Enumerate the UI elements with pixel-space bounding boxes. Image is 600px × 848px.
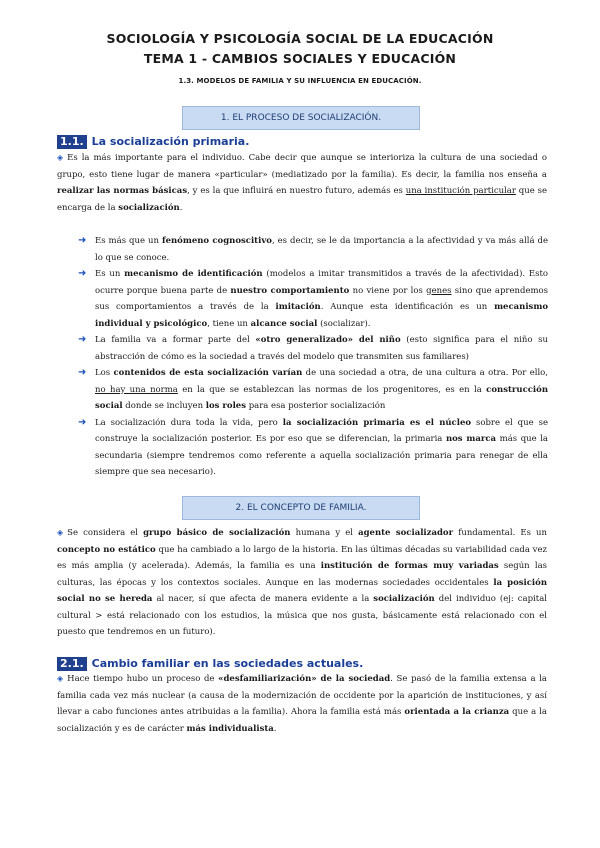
subsection-number: 2.1. [57,657,87,671]
subsection-number: 1.1. [57,135,87,149]
diamond-bullet-icon: ◈ [57,153,64,162]
list-item: ➜ Es más que un fenómeno cognoscitivo, es decir, se le da importancia a la afectividad y va más allá de lo que se conoce. [78,235,548,263]
topic-title: TEMA 1 - CAMBIOS SOCIALES Y EDUCACIÓN [143,51,457,66]
subsection-title: La socialización primaria. [91,135,250,148]
list-item: ➜ La socialización dura toda la vida, pero la socialización primaria es el núcleo sobre el que se construye la socialización posterior. Es por eso que se diferencian, la primaria nos marca más que la secundaria (siempre tendremos como referente a aquella socialización primaria para renegar de ella siempre que sea necesario). [78,416,548,477]
arrow-right-icon: ➜ [78,416,87,428]
topic-subtitle: 1.3. MODELOS DE FAMILIA Y SU INFLUENCIA EN EDUCACIÓN. [178,77,422,85]
arrow-right-icon: ➜ [78,334,87,345]
familia-paragraph: ◈ Se considera el grupo básico de socialización humana y el agente socializador fundamental. Es un concepto no estático que ha cambiado a lo largo de la historia. En las últimas décadas su variabilidad cada vez es más amplia (y acelerada). Además, la familia es una institución de formas muy variadas según las culturas, las épocas y los contextos sociales. Aunque en las modernas sociedades occidentales la posición social no se hereda al nacer, sí que afecta de manera evidente a la socialización del individuo (ej: capital cultural > está relacionado con los estudios, la música que nos gusta, básicamente está relacionado con el puesto que tendremos en un futuro). [57,528,548,637]
subsection-heading-2-1 [57,657,363,671]
arrow-right-icon: ➜ [78,268,87,279]
subsection-heading-1-1 [57,135,249,149]
section-banner-familia: 2. EL CONCEPTO DE FAMILIA. [182,496,420,520]
list-item: ➜ La familia va a formar parte del «otro generalizado» del niño (esto significa para el niño su abstracción de cómo es la sociedad a través del modelo que transmiten sus familiares) [78,334,548,362]
subsection-title: Cambio familiar en las sociedades actuales. [91,657,364,670]
intro-paragraph: ◈ Es la más importante para el individuo. Cabe decir que aunque se interioriza la cultura de una sociedad o grupo, esto tiene lugar de manera «particular» (mediatizado por la familia). Es decir, la familia nos enseña a realizar las normas básicas, y es la que influirá en nuestro futuro, además es una institución particular que se encarga de la socialización. [57,153,547,213]
cambio-familiar-paragraph: ◈ Hace tiempo hubo un proceso de «desfamiliarización» de la sociedad. Se pasó de la familia extensa a la familia cada vez más nuclear (a causa de la modernización de occidente por la aparición de instituciones, y así llevar a cabo funciones antes atribuidas a la familia). Ahora la familia está más orientada a la crianza que a la socialización y es de carácter más individualista. [57,674,547,734]
socializacion-bullet-list [78,233,548,481]
document-title: SOCIOLOGÍA Y PSICOLOGÍA SOCIAL DE LA EDUCACIÓN [106,31,494,46]
list-item: ➜ Los contenidos de esta socialización varían de una sociedad a otra, de una cultura a otra. Por ello, no hay una norma en la que se establezcan las normas de los progenitores, es en la construcción social donde se incluyen los roles para esa posterior socialización [78,367,548,411]
diamond-bullet-icon: ◈ [57,674,64,683]
section-banner-socializacion: 1. EL PROCESO DE SOCIALIZACIÓN. [182,106,420,130]
arrow-right-icon: ➜ [78,367,87,378]
diamond-bullet-icon: ◈ [57,528,64,537]
arrow-right-icon: ➜ [78,235,87,246]
list-item: ➜ Es un mecanismo de identificación (modelos a imitar transmitidos a través de la afectividad). Esto ocurre porque buena parte de nuestro comportamiento no viene por los genes sino que aprendemos sus comportamientos a través de la imitación. Aunque esta identificación es un mecanismo individual y psicológico, tiene un alcance social (socializar). [78,268,549,329]
